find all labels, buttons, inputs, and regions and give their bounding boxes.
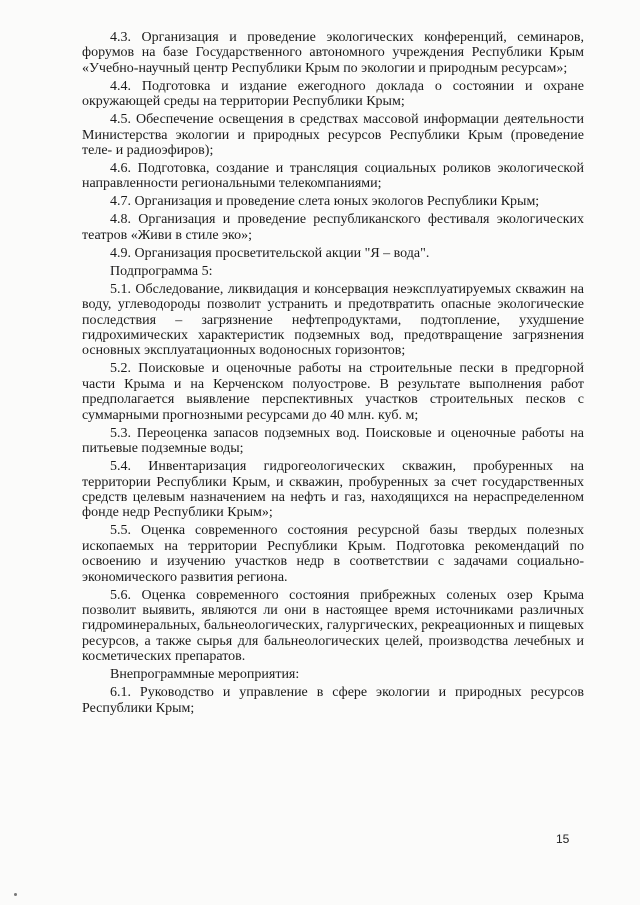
paragraph-5-1: 5.1. Обследование, ликвидация и консервация неэксплуатируемых скважин на воду, углеводороды позволит устранить и предотвратить опасные экологические последствия – загрязнение нефтепродуктами, подтопление, ухудшение гидрохимических характеристик подземных вод, предотвращение загрязнения основных эксплуатационных водоносных горизонтов; — [82, 281, 584, 359]
document-body — [82, 30, 584, 719]
paragraph-5-4: 5.4. Инвентаризация гидрогеологических скважин, пробуренных на территории Республики Крым, и скважин, пробуренных за счет государственных средств целевым назначением на нефть и газ, находящихся на нераспределенном фонде недр Республики Крым»; — [82, 459, 584, 521]
paragraph-4-7: 4.7. Организация и проведение слета юных экологов Республики Крым; — [110, 194, 540, 210]
paragraph-4-6: 4.6. Подготовка, создание и трансляция социальных роликов экологической направленности региональными телекомпаниями; — [82, 161, 584, 192]
scan-speck — [14, 893, 17, 896]
paragraph-6-1: 6.1. Руководство и управление в сфере экологии и природных ресурсов Республики Крым; — [82, 685, 584, 716]
paragraph-4-3: 4.3. Организация и проведение экологических конференций, семинаров, форумов на базе Государственного автономного учреждения Республики Крым «Учебно-научный центр Республики Крым по экологии и природным ресурсам»; — [82, 30, 584, 76]
paragraph-5-3: 5.3. Переоценка запасов подземных вод. Поисковые и оценочные работы на питьевые подземные воды; — [82, 425, 584, 457]
out-of-program-heading: Внепрограммные мероприятия: — [110, 667, 300, 683]
subprogram-5-heading: Подпрограмма 5: — [110, 263, 213, 279]
paragraph-5-5: 5.5. Оценка современного состояния ресурсной базы твердых полезных ископаемых на территории Республики Крым. Подготовка рекомендаций по освоению и изучению участков недр в соответствии с задачами социально-экономического развития региона. — [82, 523, 584, 585]
paragraph-4-8: 4.8. Организация и проведение республиканского фестиваля экологических театров «Живи в стиле эко»; — [82, 212, 584, 243]
page-number: 15 — [556, 832, 570, 846]
paragraph-5-6: 5.6. Оценка современного состояния прибрежных соленых озер Крыма позволит выявить, являются ли они в настоящее время источниками различных гидроминеральных, бальнеологических, галургических, рекреационных и пищевых ресурсов, а также сырья для бальнеологических целей, производства лечебных и косметических препаратов. — [82, 587, 584, 665]
paragraph-4-5: 4.5. Обеспечение освещения в средствах массовой информации деятельности Министерства экологии и природных ресурсов Республики Крым (проведение теле- и радиоэфиров); — [82, 112, 584, 159]
paragraph-5-2: 5.2. Поисковые и оценочные работы на строительные пески в предгорной части Крыма и на Керченском полуострове. В результате выполнения работ предполагается выявление перспективных участков строительных песков с суммарными прогнозными ресурсами до 40 млн. куб. м; — [82, 361, 584, 423]
paragraph-4-9: 4.9. Организация просветительской акции "Я – вода". — [110, 245, 430, 261]
paragraph-4-4: 4.4. Подготовка и издание ежегодного доклада о состоянии и охране окружающей среды на территории Республики Крым; — [82, 78, 584, 110]
